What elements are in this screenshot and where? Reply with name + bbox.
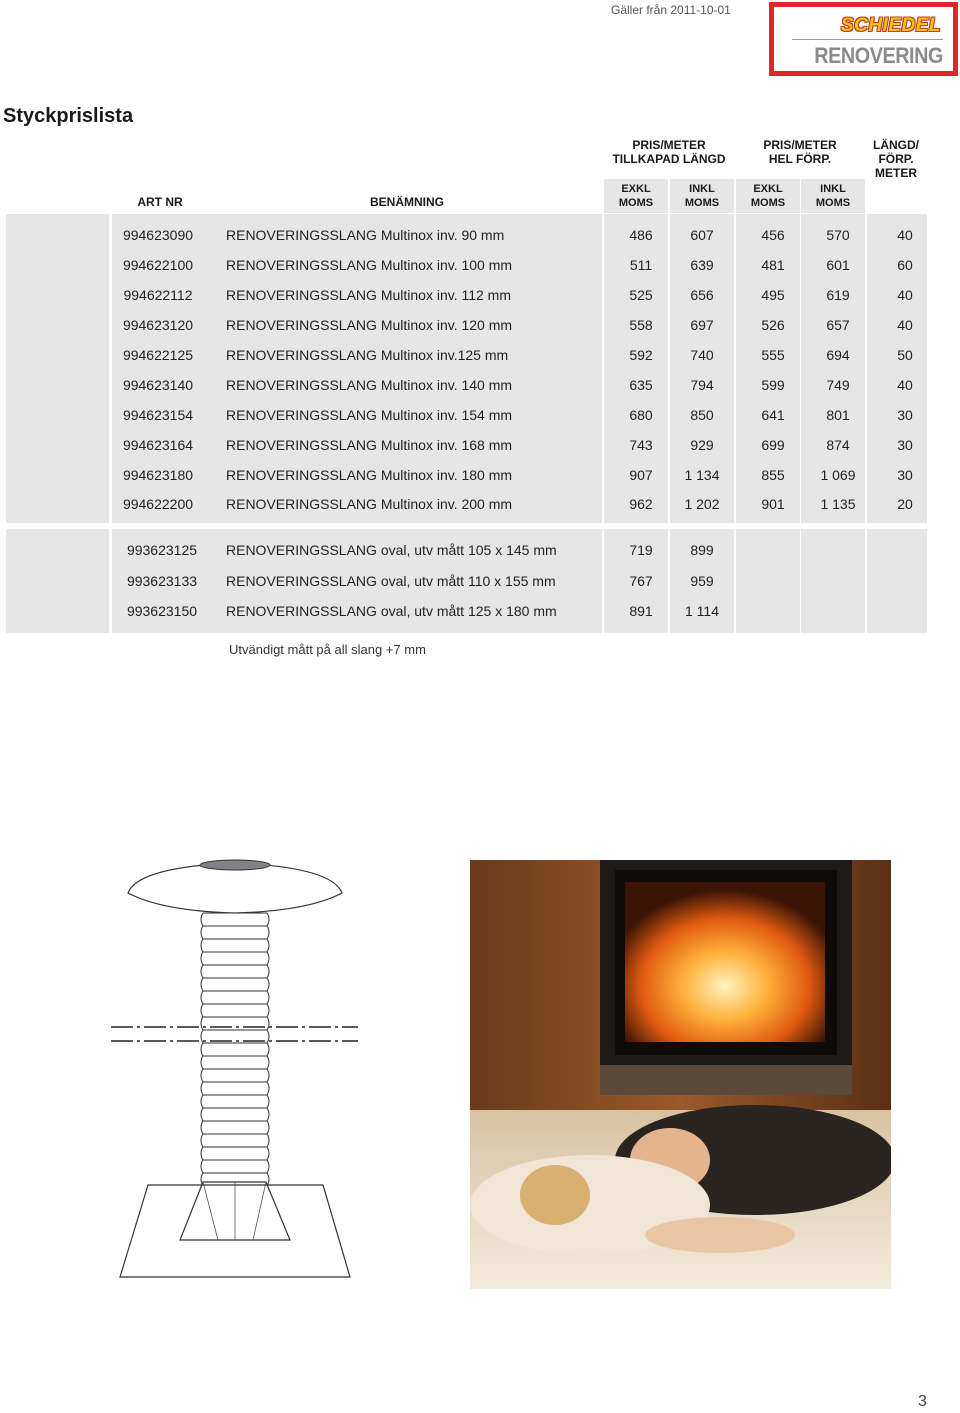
logo-sub: RENOVERING: [814, 43, 943, 68]
row-p4: 570: [826, 227, 850, 243]
oval-row-p2: 959: [690, 573, 714, 589]
oval-row-art: 993623125: [126, 542, 198, 558]
hose-rib: [201, 965, 269, 978]
subheader-exkl-1: [604, 182, 668, 210]
row-p2: 639: [690, 257, 714, 273]
header-langd-line2: FÖRP.: [878, 152, 914, 166]
row-p2: 607: [690, 227, 714, 243]
row-p2: 656: [690, 287, 714, 303]
oval-row-p2: 899: [690, 542, 714, 558]
row-art: 994622200: [122, 496, 194, 512]
header-benamning: BENÄMNING: [370, 195, 444, 209]
header-group1-line1: PRIS/METER: [632, 138, 706, 152]
col-bg-art: [6, 214, 109, 523]
page-number: 3: [918, 1393, 927, 1410]
row-p3: 555: [761, 347, 785, 363]
row-len: 50: [897, 347, 913, 363]
row-p3: 495: [761, 287, 785, 303]
row-len: 30: [897, 467, 913, 483]
row-p1: 680: [629, 407, 653, 423]
row-name: RENOVERINGSSLANG Multinox inv. 112 mm: [226, 287, 512, 303]
row-art: 994622112: [123, 287, 193, 303]
row-art: 994622125: [122, 347, 194, 363]
row-art: 994622100: [122, 257, 194, 273]
hose-rib: [201, 1147, 269, 1160]
row-name: RENOVERINGSSLANG Multinox inv. 154 mm: [226, 407, 513, 423]
row-art: 994623120: [122, 317, 194, 333]
oval-row-name: RENOVERINGSSLANG oval, utv mått 105 x 145 mm: [226, 542, 557, 558]
hose-rib: [201, 926, 269, 939]
exkl-2-line1: EXKL: [753, 183, 783, 195]
logo-brand: SCHIEDEL: [840, 15, 941, 36]
row-p4: 1 135: [820, 496, 856, 512]
fireplace-couple-photo: [470, 860, 891, 1289]
hose-rib: [201, 1017, 269, 1030]
row-len: 60: [897, 257, 913, 273]
row-name: RENOVERINGSSLANG Multinox inv. 200 mm: [226, 496, 513, 512]
inkl-1-line2: MOMS: [684, 197, 720, 209]
row-name: RENOVERINGSSLANG Multinox inv. 100 mm: [226, 257, 513, 273]
row-p2: 1 134: [684, 467, 720, 483]
hose-rib: [201, 1056, 269, 1069]
row-name: RENOVERINGSSLANG Multinox inv. 120 mm: [226, 317, 513, 333]
row-p2: 1 202: [684, 496, 720, 512]
oval-row-name: RENOVERINGSSLANG oval, utv mått 110 x 155 mm: [226, 573, 556, 589]
row-p1: 511: [629, 257, 653, 273]
exkl-2-line2: MOMS: [750, 197, 786, 209]
row-p3: 641: [761, 407, 785, 423]
row-p2: 740: [690, 347, 714, 363]
valid-from-date: Gäller från 2011-10-01: [611, 3, 731, 17]
oval-row-p1: 719: [629, 542, 653, 558]
row-p4: 1 069: [820, 467, 856, 483]
subheader-inkl-1: [670, 182, 734, 210]
header-langd-line3: METER: [875, 166, 917, 180]
row-p2: 850: [690, 407, 714, 423]
row-p1: 558: [629, 317, 653, 333]
exkl-1-line2: MOMS: [618, 197, 654, 209]
row-art: 994623154: [122, 407, 194, 423]
row-p4: 694: [826, 347, 850, 363]
hose-rib: [201, 991, 269, 1004]
row-art: 994623140: [122, 377, 194, 393]
row-p4: 874: [826, 437, 850, 453]
hose-rib: [201, 1069, 269, 1082]
hose-rib: [201, 952, 269, 965]
row-p2: 929: [690, 437, 714, 453]
hose-rib: [201, 1121, 269, 1134]
row-p4: 749: [826, 377, 850, 393]
oval-col-bg-p4: [801, 529, 865, 633]
row-len: 30: [897, 407, 913, 423]
oval-row-p1: 767: [629, 573, 653, 589]
schiedel-logo: [769, 2, 958, 76]
hose-rib: [201, 978, 269, 991]
hose-rib: [201, 1108, 269, 1121]
row-p4: 601: [826, 257, 850, 273]
row-art: 994623180: [122, 467, 194, 483]
header-langd-line1: LÄNGD/: [873, 138, 919, 152]
row-p1: 486: [629, 227, 653, 243]
hose-rib: [201, 939, 269, 952]
header-langd: [866, 138, 926, 180]
header-group-hel-forp: [735, 138, 865, 166]
row-p3: 526: [761, 317, 785, 333]
row-p1: 743: [629, 437, 653, 453]
row-p3: 481: [761, 257, 785, 273]
header-group1-line2: TILLKAPAD LÄNGD: [612, 152, 726, 166]
header-group2-line1: PRIS/METER: [763, 138, 837, 152]
subheader-inkl-2: [801, 182, 865, 210]
oval-row-p2: 1 114: [685, 603, 719, 619]
hose-rib: [201, 1043, 269, 1056]
hose-rib: [201, 1004, 269, 1017]
row-p3: 699: [761, 437, 785, 453]
header-art-nr: ART NR: [137, 195, 183, 209]
row-art: 994623164: [122, 437, 194, 453]
oval-col-bg-len: [867, 529, 927, 633]
row-p1: 525: [629, 287, 653, 303]
row-name: RENOVERINGSSLANG Multinox inv. 180 mm: [226, 467, 513, 483]
hose-rib: [201, 913, 269, 926]
hose-rib: [201, 1095, 269, 1108]
header-group-tillkapad: [604, 138, 734, 166]
row-p3: 855: [761, 467, 785, 483]
oval-col-bg-p3: [736, 529, 800, 633]
row-p1: 635: [629, 377, 653, 393]
oval-row-art: 993623133: [126, 573, 198, 589]
row-len: 30: [897, 437, 913, 453]
oval-row-p1: 891: [629, 603, 653, 619]
inkl-2-line1: INKL: [820, 183, 846, 195]
exkl-1-line1: EXKL: [621, 183, 651, 195]
footnote: Utvändigt mått på all slang +7 mm: [229, 642, 426, 657]
row-p2: 794: [690, 377, 714, 393]
oval-row-name: RENOVERINGSSLANG oval, utv mått 125 x 180 mm: [226, 603, 557, 619]
row-p3: 599: [761, 377, 785, 393]
page-title: Styckprislista: [3, 105, 134, 127]
row-name: RENOVERINGSSLANG Multinox inv. 90 mm: [226, 227, 505, 243]
hose-rib: [201, 1160, 269, 1173]
row-art: 994623090: [122, 227, 194, 243]
row-p3: 456: [761, 227, 785, 243]
row-p1: 962: [629, 496, 653, 512]
row-name: RENOVERINGSSLANG Multinox inv.125 mm: [226, 347, 509, 363]
row-p3: 901: [761, 496, 785, 512]
oval-row-art: 993623150: [126, 603, 198, 619]
row-p4: 801: [826, 407, 850, 423]
inkl-2-line2: MOMS: [815, 197, 851, 209]
row-p4: 619: [826, 287, 850, 303]
row-len: 40: [897, 317, 913, 333]
row-p2: 697: [690, 317, 714, 333]
row-p1: 907: [629, 467, 653, 483]
row-p1: 592: [629, 347, 653, 363]
row-name: RENOVERINGSSLANG Multinox inv. 168 mm: [226, 437, 513, 453]
row-len: 20: [897, 496, 913, 512]
hose-rib: [201, 1082, 269, 1095]
inkl-1-line1: INKL: [689, 183, 715, 195]
row-len: 40: [897, 287, 913, 303]
row-p4: 657: [826, 317, 850, 333]
subheader-exkl-2: [736, 182, 800, 210]
chimney-liner-illustration: [108, 855, 363, 1285]
hose-rib: [201, 1134, 269, 1147]
logo-divider: [792, 39, 943, 40]
header-group2-line2: HEL FÖRP.: [768, 152, 832, 166]
row-len: 40: [897, 227, 913, 243]
row-name: RENOVERINGSSLANG Multinox inv. 140 mm: [226, 377, 513, 393]
row-len: 40: [897, 377, 913, 393]
oval-col-bg-art: [6, 529, 109, 633]
